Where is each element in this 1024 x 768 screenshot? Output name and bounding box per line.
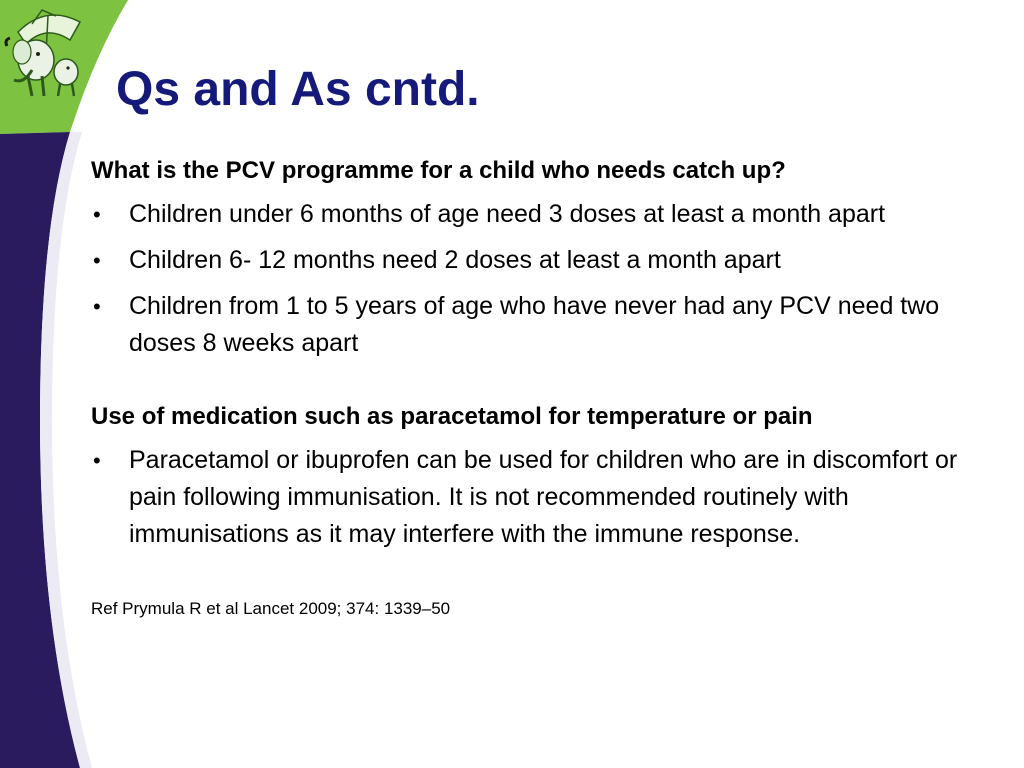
bullet-item: [91, 442, 1006, 553]
bullet-text: Children 6- 12 months need 2 doses at least a month apart: [129, 246, 781, 274]
slide-content: [91, 154, 1006, 638]
bullet-item: [91, 288, 1006, 362]
bullet-icon: •: [93, 202, 101, 227]
elephant-mascot-logo: [2, 2, 94, 100]
bullet-item: [91, 242, 1006, 279]
bullet-icon: •: [93, 448, 101, 473]
bullet-icon: •: [93, 248, 101, 273]
bullet-item: [91, 196, 1006, 233]
reference-citation: Ref Prymula R et al Lancet 2009; 374: 1339–50: [91, 599, 451, 618]
bullet-text: Children from 1 to 5 years of age who have never had any PCV need two doses 8 weeks apart: [129, 292, 940, 357]
section2-heading: Use of medication such as paracetamol for temperature or pain: [91, 403, 813, 430]
bullet-text: Children under 6 months of age need 3 doses at least a month apart: [129, 200, 886, 228]
bullet-text: Paracetamol or ibuprofen can be used for children who are in discomfort or pain following immunisation. It is not recommended routinely with immunisations as it may interfere with the immune response.: [129, 446, 958, 548]
bullet-icon: •: [93, 294, 101, 319]
section1-bullet-list: [91, 196, 1006, 362]
section2-bullet-list: [91, 442, 1006, 553]
section1-heading: What is the PCV programme for a child who needs catch up?: [91, 157, 786, 184]
slide-title: Qs and As cntd.: [116, 63, 480, 116]
